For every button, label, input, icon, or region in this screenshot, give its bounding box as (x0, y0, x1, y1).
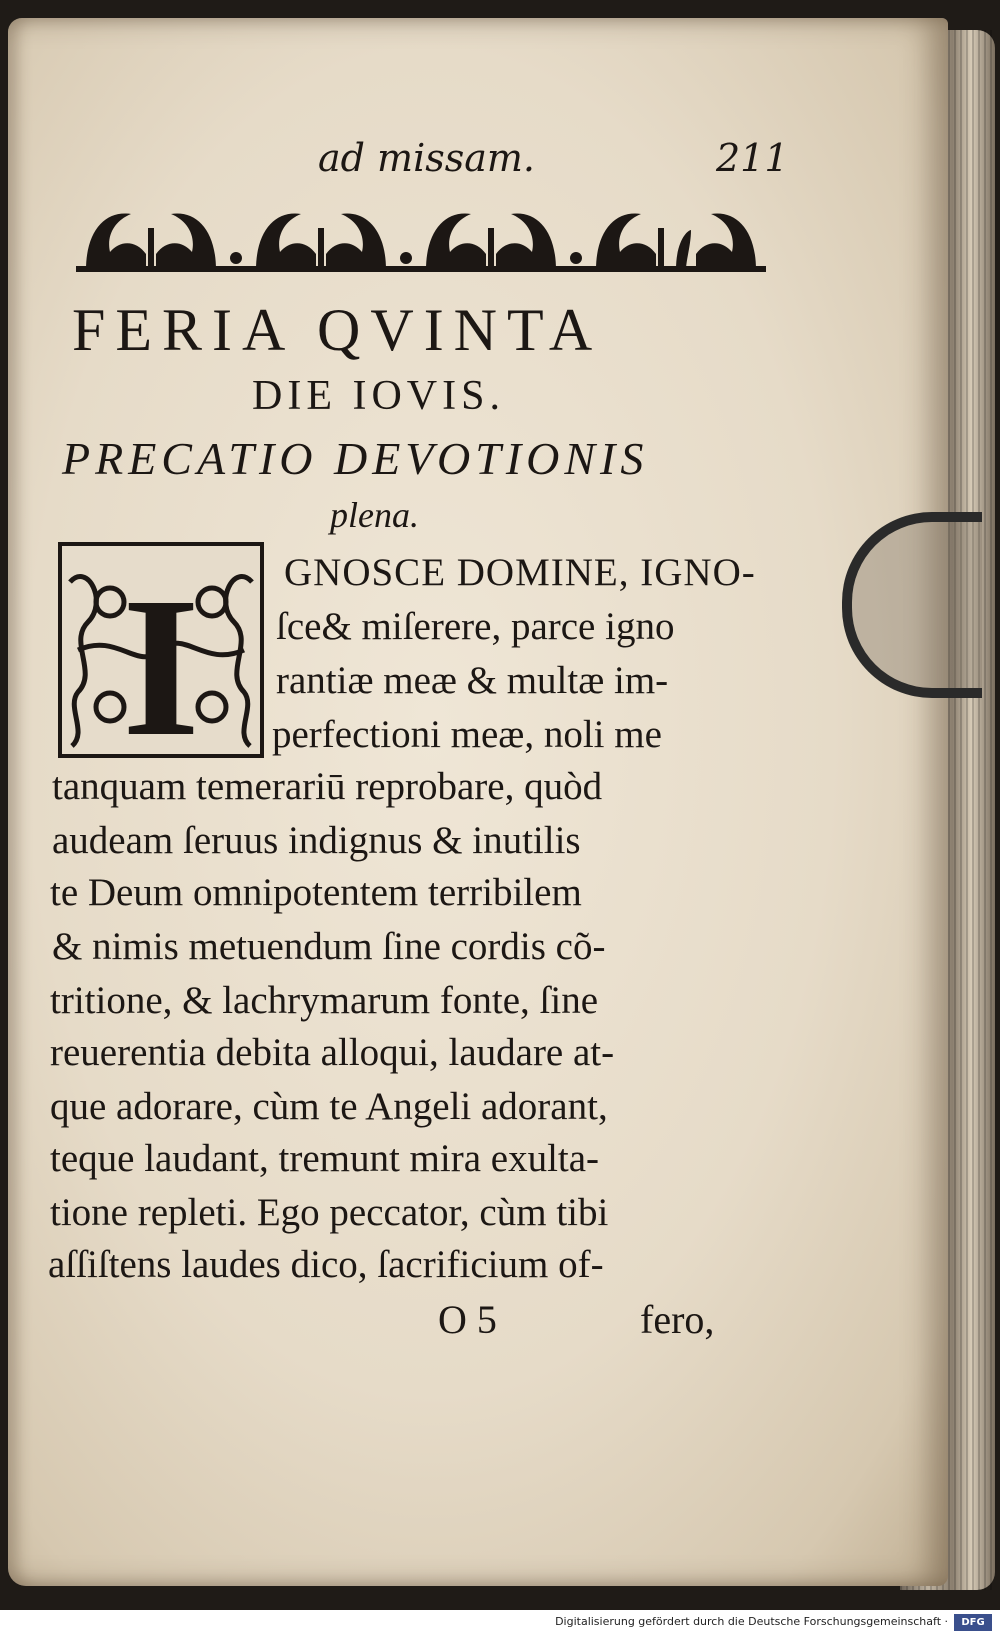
prayer-heading: PRECATIO DEVOTIONIS (62, 433, 649, 484)
catchword: fero, (640, 1297, 715, 1342)
body-line: te Deum omnipotentem terribilem (50, 871, 582, 914)
body-line: aſſiſtens laudes dico, ſacrificium of- (48, 1243, 604, 1286)
body-line: ſce& miſerere, parce igno (276, 605, 675, 648)
footer-bar (0, 1610, 1000, 1636)
body-line: reuerentia debita alloqui, laudare at- (50, 1031, 615, 1074)
body-line: tritione, & lachrymarum fonte, ſine (50, 979, 598, 1022)
body-line: tanquam temerariū reprobare, quòd (52, 765, 603, 808)
prayer-heading-sub: plena. (330, 495, 419, 535)
body-line: rantiæ meæ & multæ im- (276, 659, 669, 702)
section-title-day: DIE IOVIS. (252, 373, 505, 419)
dfg-logo: DFG (954, 1614, 992, 1631)
decorative-ornament-band (76, 200, 766, 284)
decorated-initial (58, 542, 264, 758)
body-line: GNOSCE DOMINE, IGNO- (284, 551, 756, 594)
body-line: que adorare, cùm te Angeli adorant, (50, 1085, 608, 1128)
signature-mark: O 5 (438, 1297, 497, 1342)
section-title: FERIA QVINTA (72, 297, 603, 363)
running-head: ad missam. (318, 136, 536, 180)
body-line: teque laudant, tremunt mira exulta- (50, 1137, 600, 1180)
body-line: & nimis metuendum ſine cordis cõ- (52, 925, 606, 968)
body-line: audeam ſeruus indignus & inutilis (52, 819, 581, 862)
initial-letter: I (122, 557, 200, 758)
page-number: 211 (716, 136, 789, 180)
body-line: perfectioni meæ, noli me (272, 713, 662, 756)
body-line: tione repleti. Ego peccator, cùm tibi (50, 1191, 609, 1234)
digitization-credit: Digitalisierung gefördert durch die Deutsche Forschungsgemeinschaft · (555, 1615, 948, 1628)
